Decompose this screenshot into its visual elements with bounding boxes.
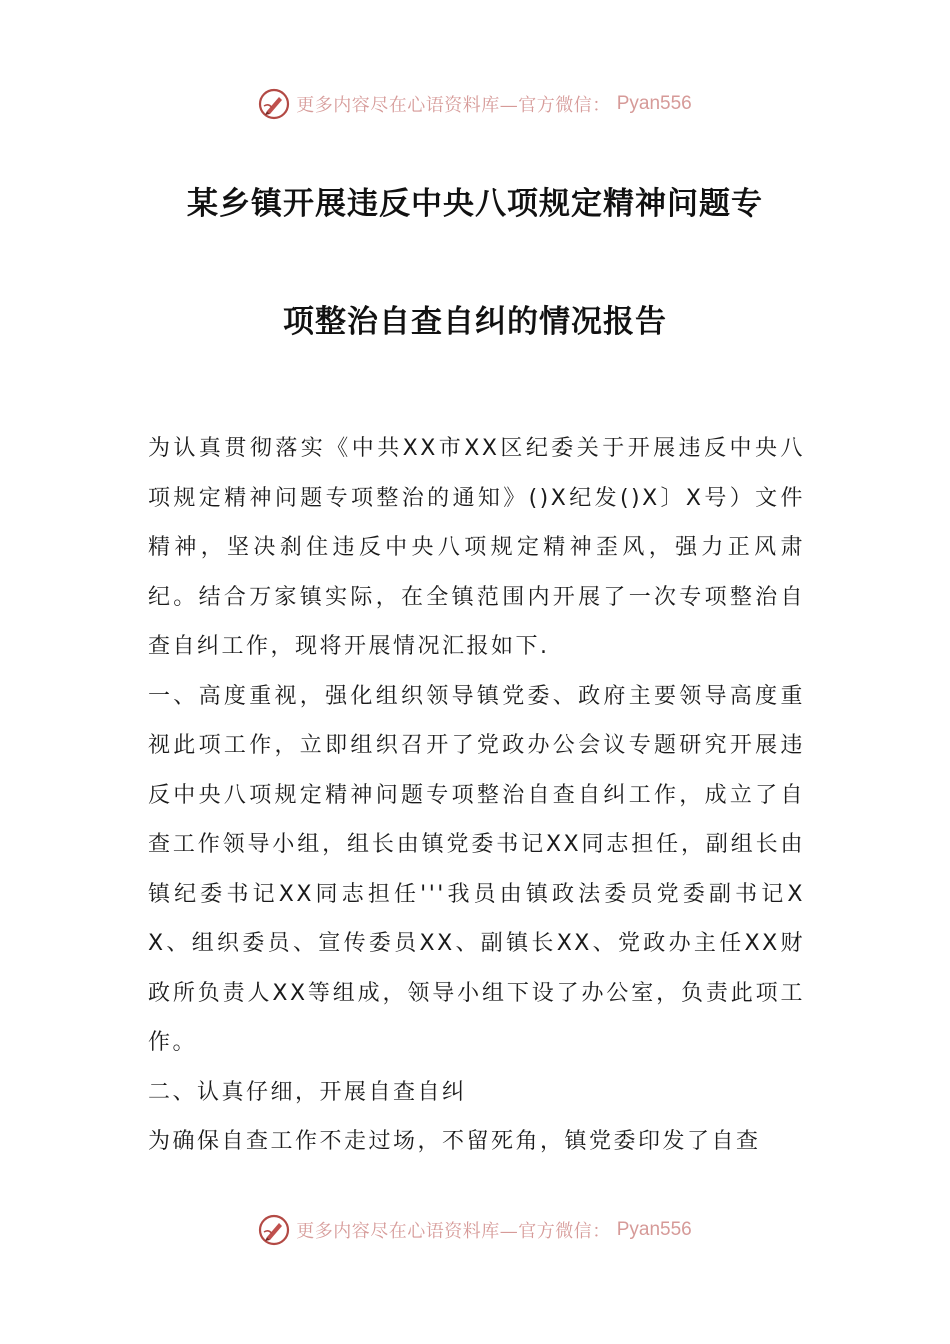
- document-body: [148, 424, 805, 1167]
- paragraph-intro: 为认真贯彻落实《中共XX市XX区纪委关于开展违反中央八项规定精神问题专项整治的通知》()X纪发()X〕X号）文件精神，坚决刹住违反中央八项规定精神歪风，强力正风肃纪。结合万家镇实际，在全镇范围内开展了一次专项整治自查自纠工作，现将开展情况汇报如下.: [148, 436, 805, 659]
- document-title-line-1: 某乡镇开展违反中央八项规定精神问题专: [187, 186, 763, 222]
- paragraph-section-2-heading: 二、认真仔细，开展自查自纠: [148, 1079, 467, 1105]
- watermark-header: [0, 86, 950, 122]
- watermark-wechat-id: Pyan556: [616, 1219, 692, 1240]
- pen-logo-icon: [258, 1214, 290, 1246]
- watermark-text: 更多内容尽在心语资料库—官方微信：: [296, 95, 611, 116]
- document-title-line-2: 项整治自查自纠的情况报告: [283, 304, 667, 340]
- paragraph-section-1: 一、高度重视，强化组织领导镇党委、政府主要领导高度重视此项工作，立即组织召开了党政办公会议专题研究开展违反中央八项规定精神问题专项整治自查自纠工作，成立了自查工作领导小组，组长由镇党委书记XX同志担任，副组长由镇纪委书记XX同志担任'''我员由镇政法委员党委副书记XX、组织委员、宣传委员XX、副镇长XX、党政办主任XX财政所负责人XX等组成，领导小组下设了办公室，负责此项工作。: [148, 683, 805, 1055]
- watermark-wechat-id: Pyan556: [616, 93, 692, 114]
- watermark-text: 更多内容尽在心语资料库—官方微信：: [296, 1221, 611, 1242]
- pen-logo-icon: [258, 88, 290, 120]
- watermark-footer: [0, 1212, 950, 1248]
- paragraph-section-2-body: 为确保自查工作不走过场，不留死角，镇党委印发了自查: [148, 1129, 761, 1154]
